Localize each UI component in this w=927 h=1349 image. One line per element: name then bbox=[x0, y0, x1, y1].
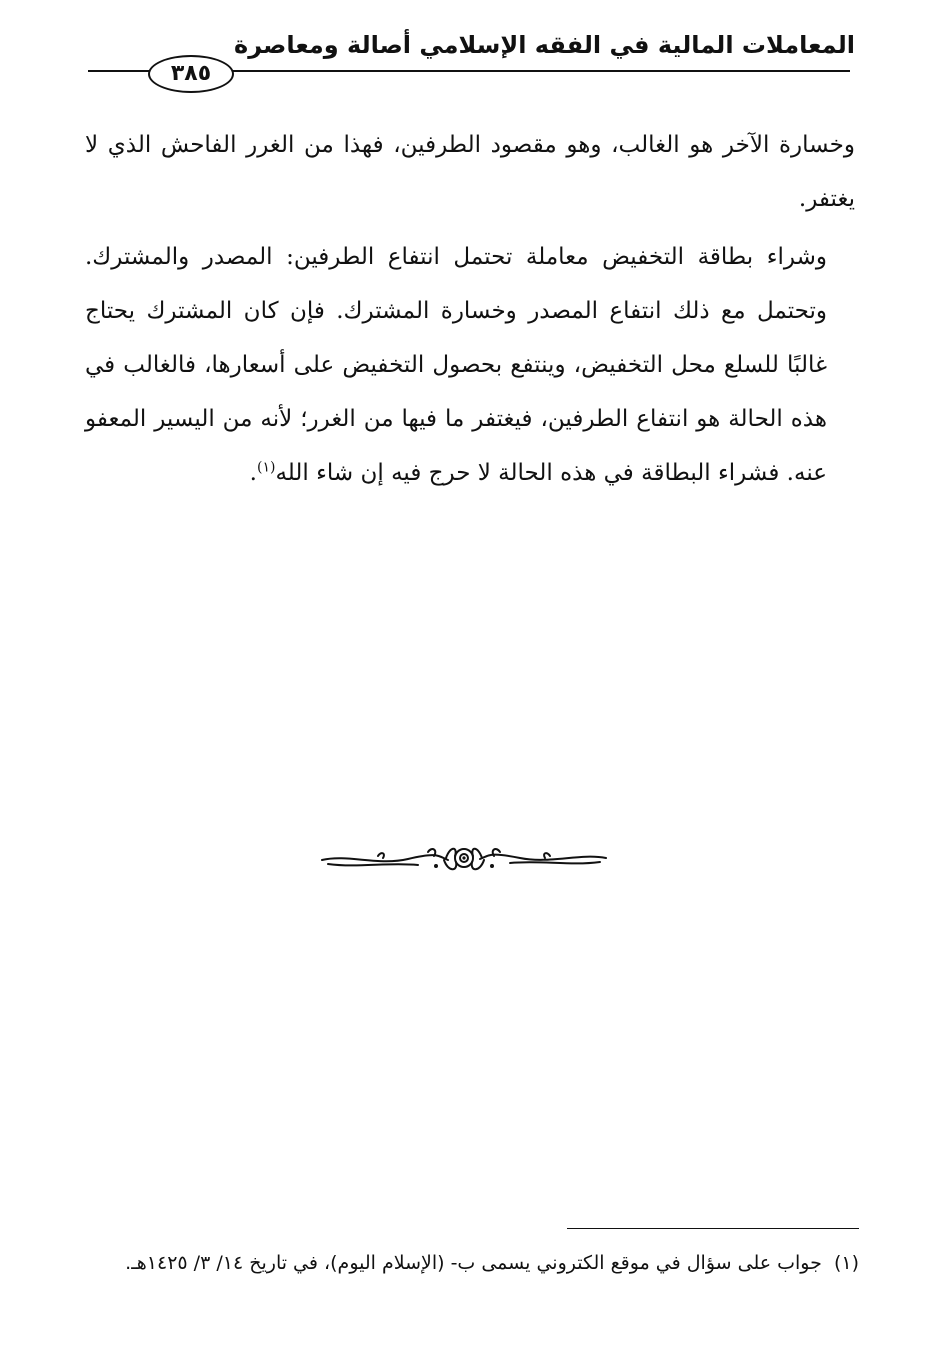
body-text bbox=[85, 118, 855, 500]
footnote-rule bbox=[567, 1228, 859, 1229]
footnote-text: جواب على سؤال في موقع الكتروني يسمى ب- (الإسلام اليوم)، في تاريخ ١٤/ ٣/ ١٤٢٥هـ. bbox=[125, 1252, 822, 1274]
running-header-title: المعاملات المالية في الفقه الإسلامي أصالة ومعاصرة bbox=[234, 31, 855, 59]
paragraph-2 bbox=[85, 230, 855, 500]
footnote-reference[interactable]: (١) bbox=[256, 459, 276, 476]
ornament-divider-icon bbox=[318, 838, 610, 878]
paragraph-2-end: . bbox=[249, 460, 257, 486]
page-number-badge: ٣٨٥ bbox=[148, 55, 234, 93]
paragraph-1: وخسارة الآخر هو الغالب، وهو مقصود الطرفين، فهذا من الغرر الفاحش الذي لا يغتفر. bbox=[85, 132, 855, 212]
footnote-marker: (١) bbox=[833, 1252, 859, 1274]
paragraph-2-text: وشراء بطاقة التخفيض معاملة تحتمل انتفاع الطرفين: المصدر والمشترك. وتحتمل مع ذلك انتفاع المصدر وخسارة المشترك. فإن كان المشترك يحتاج غالبًا للسلع محل التخفيض، وينتفع بحصول التخفيض على أسعارها، فالغالب في هذه الحالة هو انتفاع الطرفين، فيغتفر ما فيها من الغرر؛ لأنه من اليسير المعفو عنه. فشراء البطاقة في هذه الحالة لا حرج فيه إن شاء الله bbox=[85, 244, 827, 486]
footnote bbox=[59, 1248, 859, 1278]
